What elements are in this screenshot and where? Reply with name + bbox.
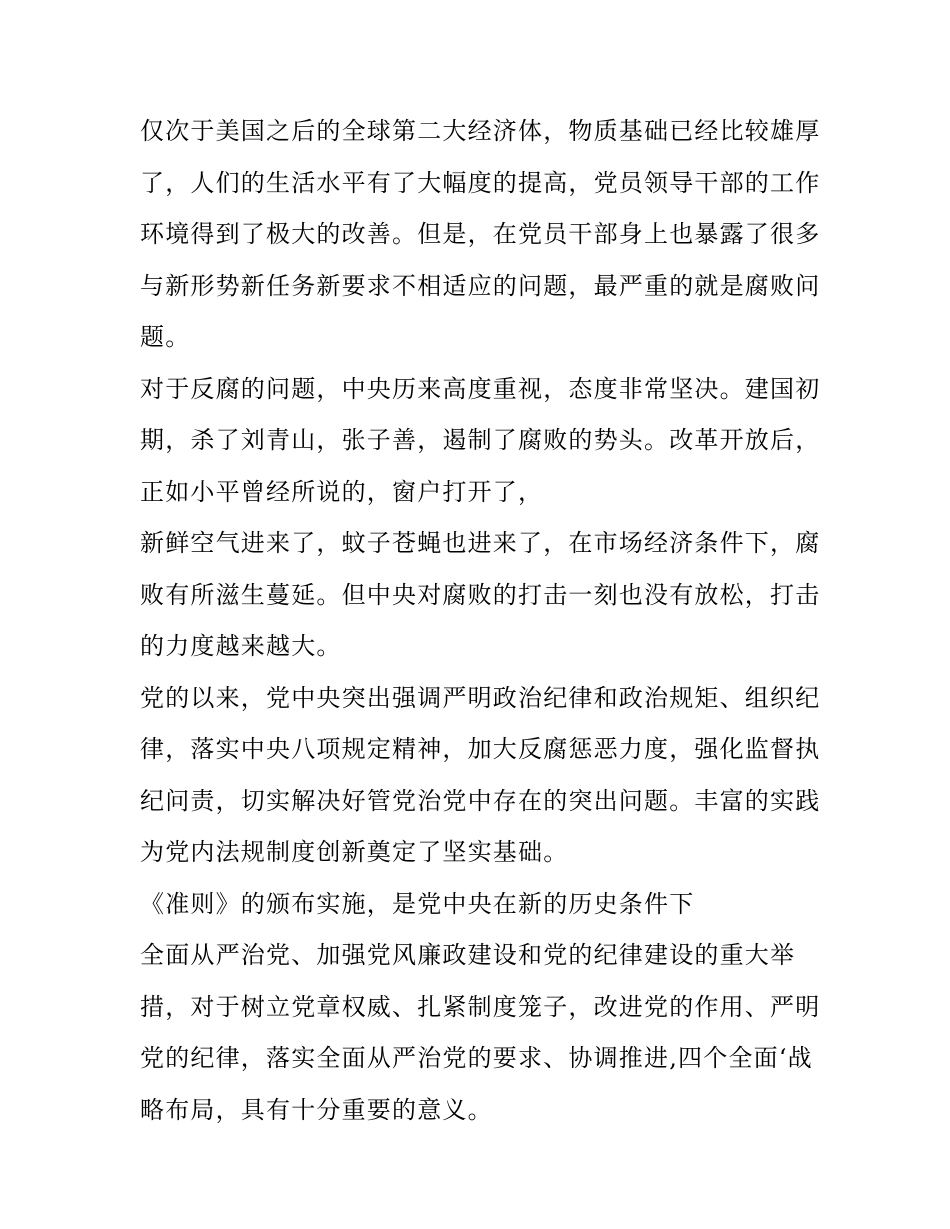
text-line: 党的以来，党中央突出强调严明政治纪律和政治规矩、组织纪 <box>140 683 821 712</box>
text-line: 党的纪律，落实全面从严治党的要求、协调推进,四个全面‘战 <box>140 1044 813 1072</box>
text-line: 纪问责，切实解决好管党治党中存在的突出问题。丰富的实践 <box>140 786 821 815</box>
text-line: 《准则》的颁布实施，是党中央在新的历史条件下 <box>140 889 695 918</box>
text-line: 全面从严治党、加强党风廉政建设和党的纪律建设的重大举 <box>140 941 796 969</box>
text-line: 了，人们的生活水平有了大幅度的提高，党员领导干部的工作 <box>140 168 821 197</box>
text-line: 期，杀了刘青山，张子善，遏制了腐败的势头。改革开放后， <box>140 426 821 454</box>
text-line: 律，落实中央八项规定精神，加大反腐惩恶力度，强化监督执 <box>140 735 821 763</box>
text-line: 环境得到了极大的改善。但是，在党员干部身上也暴露了很多 <box>140 220 821 248</box>
text-line: 的力度越来越大。 <box>140 632 342 660</box>
text-line: 措，对于树立党章权威、扎紧制度笼子，改进党的作用、严明 <box>140 992 821 1021</box>
text-line: 题。 <box>140 323 191 351</box>
text-line: 对于反腐的问题，中央历来高度重视，态度非常坚决。建国初 <box>140 374 821 403</box>
text-line: 败有所滋生蔓延。但中央对腐败的打击一刻也没有放松，打击 <box>140 580 821 609</box>
text-line: 为党内法规制度创新奠定了坚实基础。 <box>140 838 569 866</box>
text-line: 正如小平曾经所说的，窗户打开了， <box>140 477 544 506</box>
text-line: 略布局，具有十分重要的意义。 <box>140 1095 493 1124</box>
body-text <box>140 106 820 1136</box>
text-line: 新鲜空气进来了，蚊子苍蝇也进来了，在市场经济条件下，腐 <box>140 529 821 557</box>
text-line: 与新形势新任务新要求不相适应的问题，最严重的就是腐败问 <box>140 271 821 300</box>
text-line: 仅次于美国之后的全球第二大经济体，物质基础已经比较雄厚 <box>140 117 821 145</box>
